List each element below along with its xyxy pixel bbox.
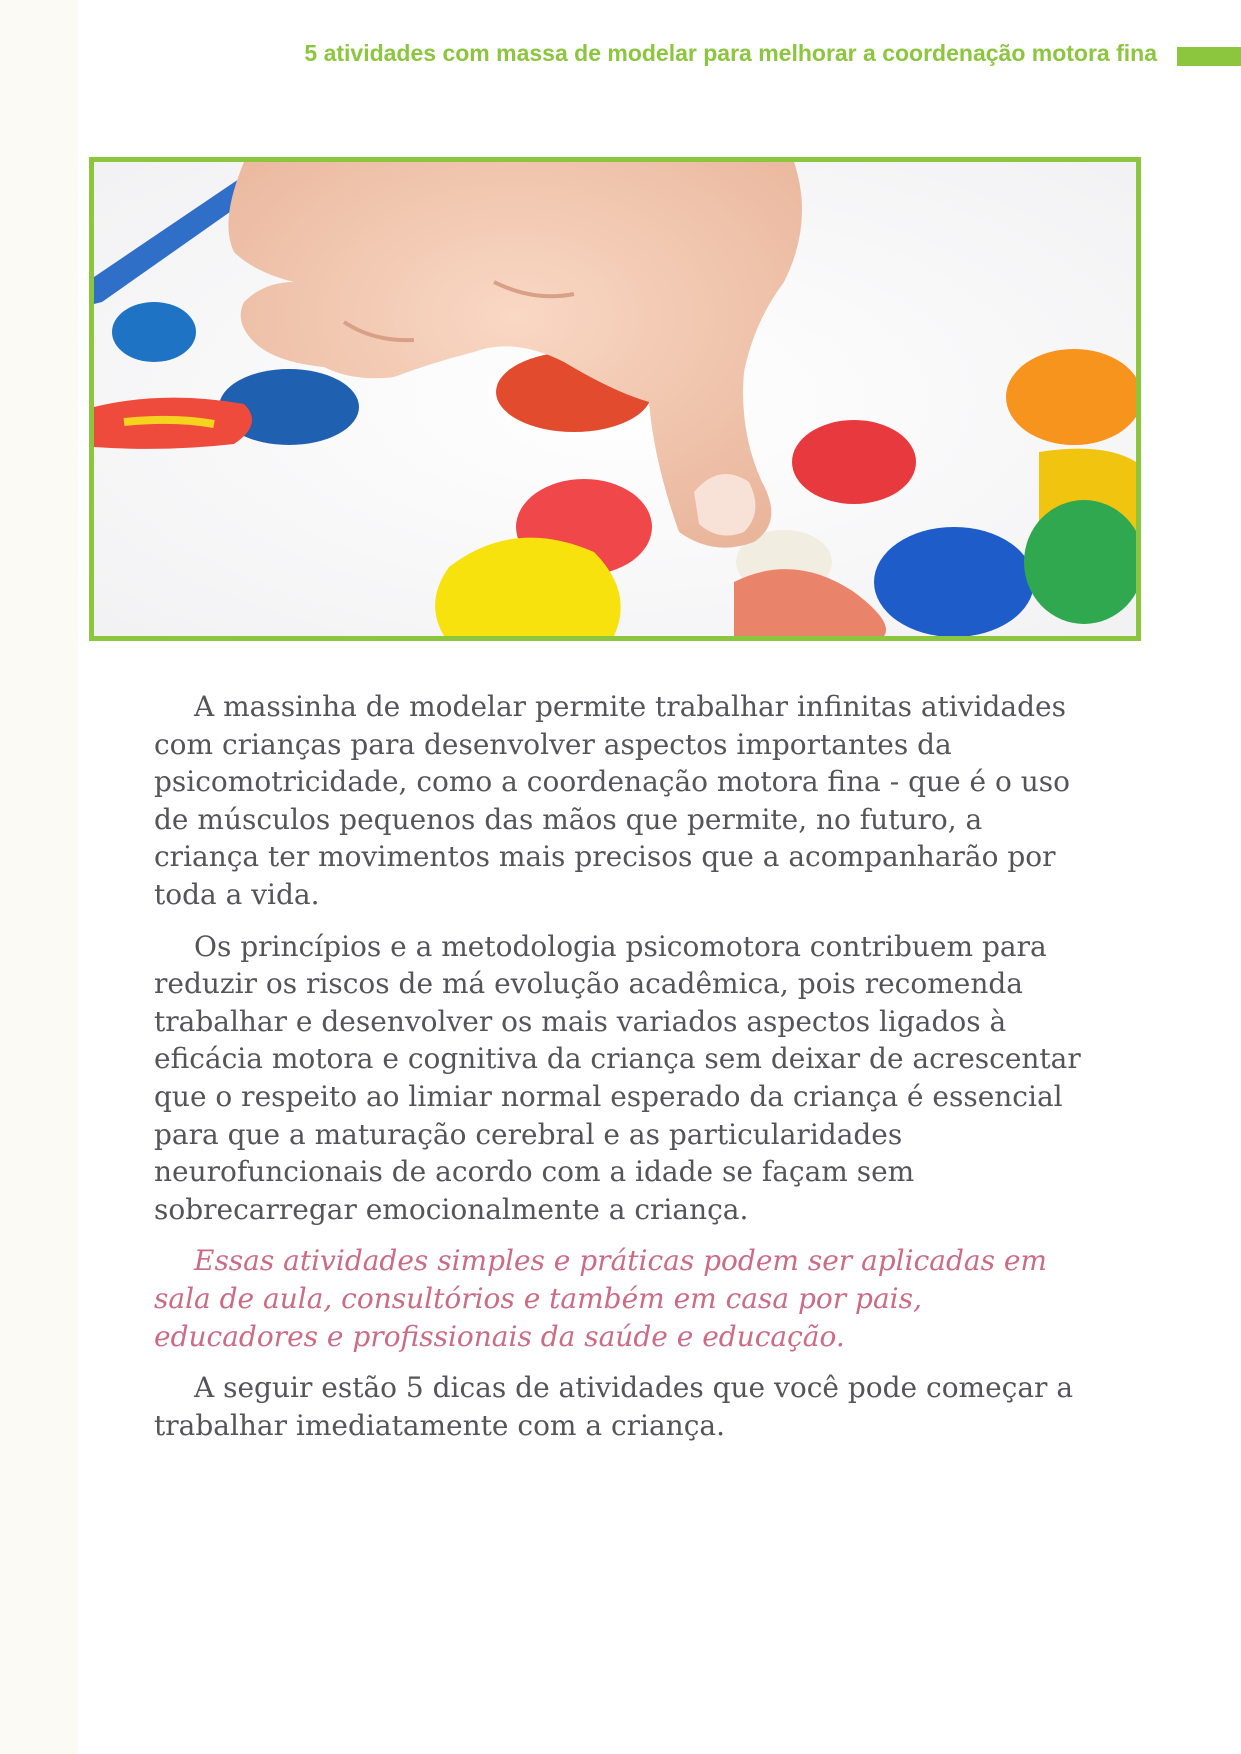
body-text — [154, 688, 1094, 1458]
paragraph-principles: Os princípios e a metodologia psicomotora contribuem para reduzir os riscos de má evolução acadêmica, pois recomenda trabalhar e desenvolver os mais variados aspectos ligados à eficácia motora e cognitiva da criança sem deixar de acrescentar que o respeito ao limiar normal esperado da criança é essencial para que a maturação cerebral e as particularidades neurofuncionais de acordo com a idade se façam sem sobrecarregar emocionalmente a criança. — [154, 929, 1081, 1226]
hero-photo — [89, 157, 1141, 641]
header-accent-bar — [1177, 47, 1241, 66]
paragraph-intro: A massinha de modelar permite trabalhar infinitas atividades com crianças para desenvolver aspectos importantes da psicomotricidade, como a coordenação motora fina - que é o uso de músculos pequenos das mãos que permite, no futuro, a criança ter movimentos mais precisos que a acompanharão por toda a vida. — [154, 690, 1070, 911]
dough-red-right — [792, 420, 916, 504]
running-header-title: 5 atividades com massa de modelar para melhorar a coordenação motora fina — [304, 40, 1157, 66]
page-left-margin-strip — [0, 0, 78, 1754]
dough-orange — [1006, 349, 1136, 445]
play-dough-photo-illustration — [94, 162, 1136, 636]
thumbnail — [694, 474, 755, 536]
dough-blue-small — [112, 302, 196, 362]
paragraph-next-tips: A seguir estão 5 dicas de atividades que você pode começar a trabalhar imediatamente com a criança. — [154, 1371, 1074, 1442]
paragraph-emphasis: Essas atividades simples e práticas podem ser aplicadas em sala de aula, consultórios e também em casa por pais, educadores e profissionais da saúde e educação. — [154, 1244, 1047, 1353]
dough-blue-right — [874, 527, 1034, 636]
